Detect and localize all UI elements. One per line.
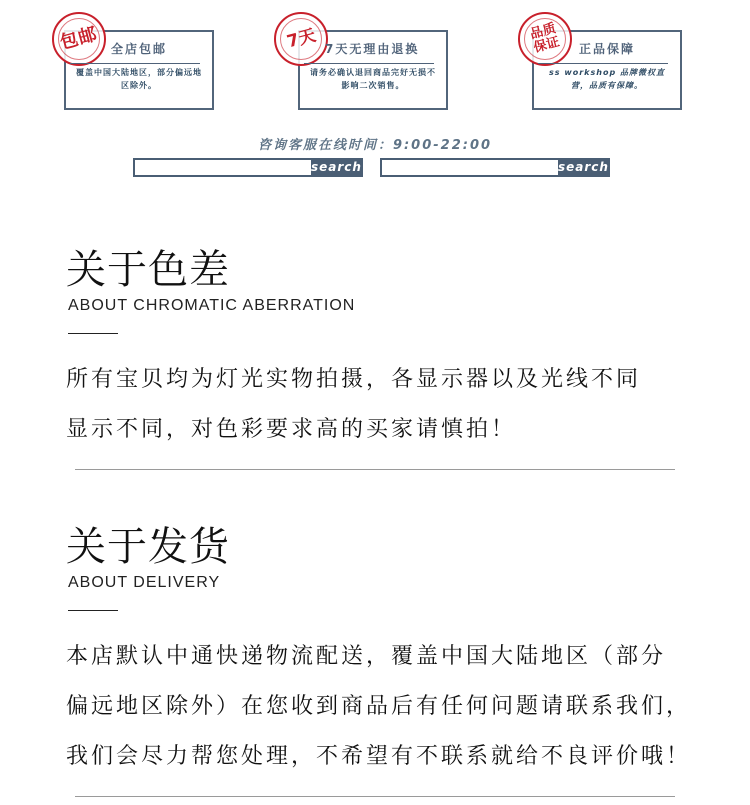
- badge-title: 7天无理由退换: [325, 42, 420, 56]
- return-policy-badge: [284, 25, 448, 110]
- section-subtitle-color: ABOUT CHROMATIC ABERRATION: [68, 297, 356, 314]
- section-title-underline: [68, 610, 118, 611]
- section-divider: [75, 469, 675, 470]
- badge-divider: [538, 63, 668, 64]
- search-input[interactable]: [135, 160, 311, 175]
- search-button[interactable]: search: [558, 160, 609, 174]
- badge-title: 正品保障: [579, 42, 636, 56]
- free-shipping-badge: [57, 23, 214, 110]
- search-box-left: [133, 158, 363, 177]
- section-text-line: 我们会尽力帮您处理，不希望有不联系就给不良评价哦！: [66, 744, 692, 769]
- section-title-delivery: 关于发货: [66, 524, 230, 570]
- seven-day-stamp-icon: 7天: [274, 12, 328, 66]
- badge-divider: [70, 63, 200, 64]
- section-subtitle-delivery: ABOUT DELIVERY: [68, 574, 221, 591]
- authentic-guarantee-badge: [528, 21, 682, 110]
- section-title-color: 关于色差: [66, 247, 230, 293]
- badge-description: ss workshop 品牌微权直营，品质有保障。: [549, 68, 665, 90]
- badge-title: 全店包邮: [111, 42, 168, 56]
- service-hours-text: 咨询客服在线时间：9:00-22:00: [257, 138, 493, 153]
- search-box-right: [380, 158, 610, 177]
- section-title-underline: [68, 333, 118, 334]
- section-text-line: 偏远地区除外）在您收到商品后有任何问题请联系我们，: [66, 694, 692, 719]
- search-button[interactable]: search: [311, 160, 362, 174]
- quality-stamp-icon: 品质保证: [518, 12, 572, 66]
- badge-description: 请务必确认退回商品完好无损不影响二次销售。: [310, 68, 436, 90]
- section-text-line: 本店默认中通快递物流配送，覆盖中国大陆地区（部分: [66, 644, 667, 669]
- search-input[interactable]: [382, 160, 558, 175]
- section-text-line: 所有宝贝均为灯光实物拍摄，各显示器以及光线不同: [66, 367, 642, 392]
- badge-divider: [304, 63, 434, 64]
- section-divider: [75, 796, 675, 797]
- badge-description: 覆盖中国大陆地区，部分偏远地区除外。: [76, 68, 202, 90]
- section-text-line: 显示不同，对色彩要求高的买家请慎拍！: [66, 417, 517, 442]
- free-shipping-stamp-icon: 包邮: [52, 12, 106, 66]
